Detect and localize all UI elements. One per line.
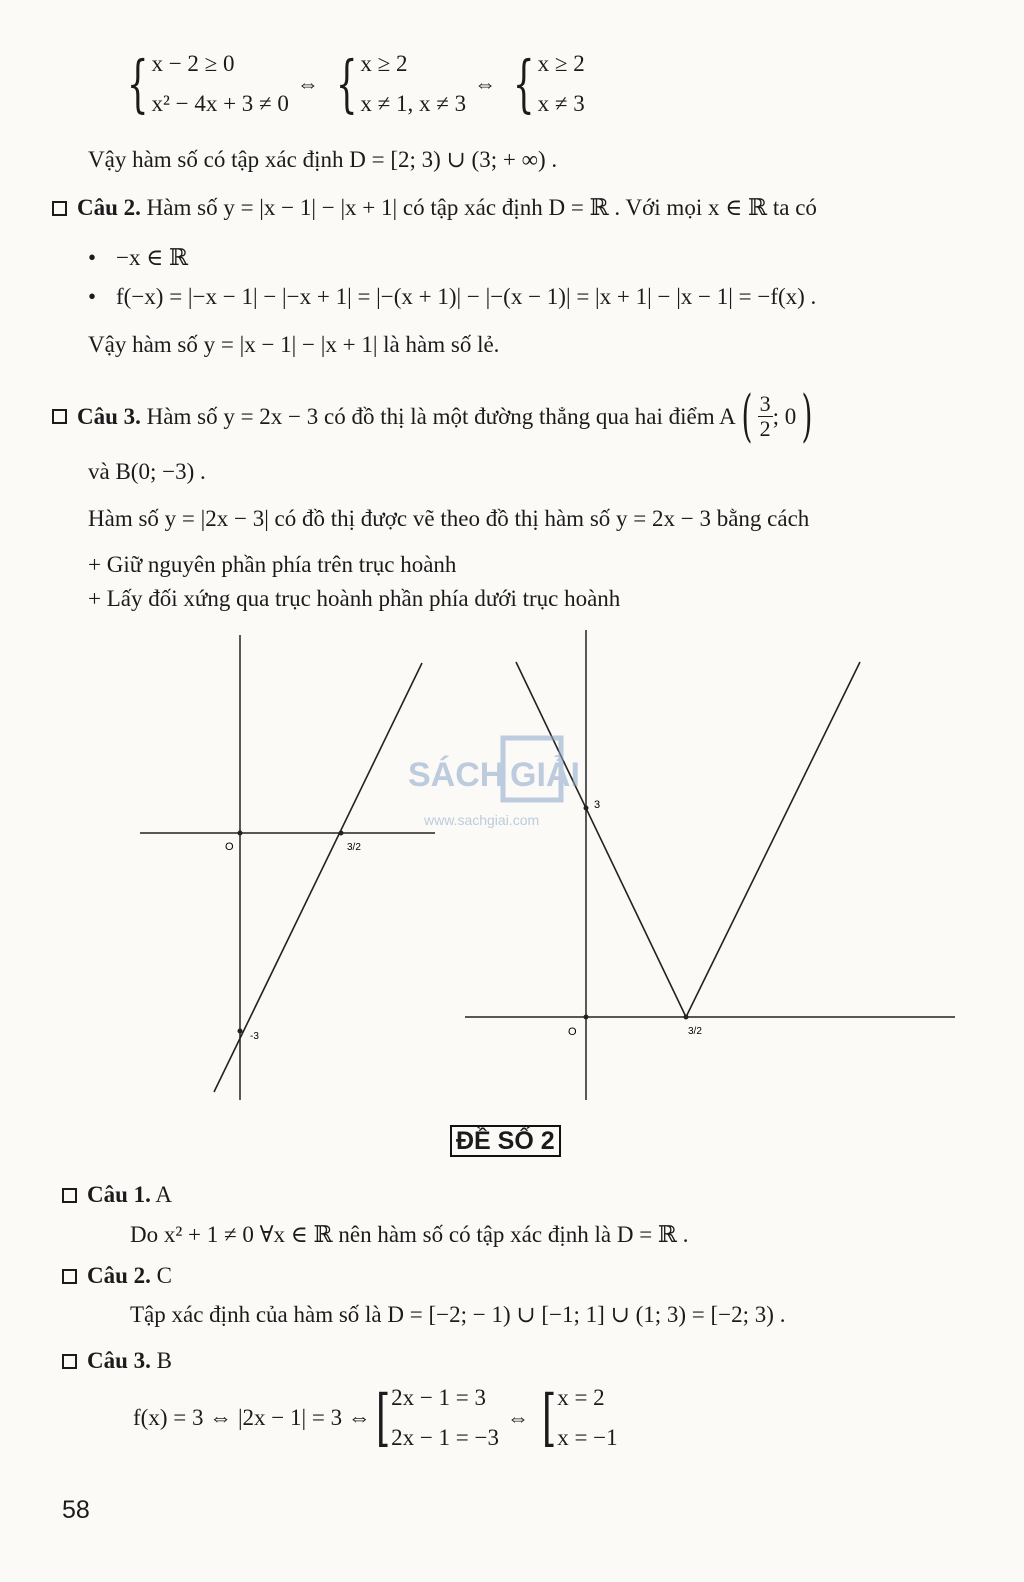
answer-letter: C [156,1263,172,1288]
section-title: ĐỀ SỐ 2 [450,1125,561,1157]
system-line: x ≠ 1, x ≠ 3 [360,91,467,116]
fraction-denominator: 2 [759,416,771,441]
cau3-line2: và B(0; −3) . [88,459,206,484]
case-line: 2x − 1 = −3 [391,1425,499,1450]
de2-cau3-equation [133,1378,618,1458]
top-system [118,44,585,124]
checkbox-icon [62,1354,77,1369]
point-tail: ; 0 [772,403,797,429]
checkbox-icon [62,1269,77,1284]
y-intercept-point [238,1029,243,1034]
bullet-item [88,244,188,272]
question-label: Câu 2. [87,1263,151,1288]
bracket: [ [375,1381,391,1454]
equiv-symbol: ⇔ [474,71,497,96]
bullet-icon: • [88,284,97,309]
origin-point [584,1015,589,1020]
cau2-conclusion: Vậy hàm số y = |x − 1| − |x + 1| là hàm số lẻ. [88,332,500,357]
watermark [408,738,580,828]
equation-cases [391,1378,499,1458]
equiv-symbol: ⇔ [506,1405,529,1430]
de2-cau2-heading [62,1262,172,1290]
bullet-text: −x ∈ ℝ [116,245,189,270]
system-line: x ≥ 2 [537,51,585,76]
checkbox-icon [62,1188,77,1203]
question-text: Hàm số y = |x − 1| − |x + 1| có tập xác định D = ℝ . Với mọi x ∈ ℝ ta có [146,195,817,220]
line-y-2x-3 [214,663,422,1092]
cau3-heading [52,383,818,449]
y-intercept-point [584,806,589,811]
answer-letter: A [155,1182,173,1207]
equiv-symbol: ⇔ [296,71,319,96]
answer-letter: B [156,1348,172,1373]
cau2-heading [52,194,817,222]
paren-open: ( [741,383,753,449]
system-right [538,44,585,124]
case-line: x = 2 [557,1385,605,1410]
system-left [151,44,288,124]
de2-cau1-text: Do x² + 1 ≠ 0 ∀x ∈ ℝ nên hàm số có tập xác định là D = ℝ . [130,1222,689,1247]
watermark-brand-left: SÁCH [408,756,505,794]
system-middle [360,44,466,124]
graph-1 [140,635,435,1100]
system-line: x ≠ 3 [537,91,585,116]
watermark-url: www.sachgiai.com [424,812,540,828]
equation-lhs: f(x) = 3 ⇔ |2x − 1| = 3 ⇔ [133,1405,371,1430]
system-line: x − 2 ≥ 0 [151,51,235,76]
bullet-icon: • [88,245,97,270]
bullet-item [88,283,816,311]
question-label: Câu 3. [87,1348,151,1373]
fraction-numerator: 3 [759,391,771,416]
v-graph-abs-2x-3 [516,662,860,1017]
domain-line: Vậy hàm số có tập xác định D = [2; 3) ∪ (3; + ∞) . [88,147,558,172]
brace: { [126,47,149,120]
question-label: Câu 2. [77,195,141,220]
de2-cau1-heading [62,1181,172,1209]
y-intercept-label: -3 [250,1031,259,1042]
question-label: Câu 3. [77,403,141,429]
equation-solutions [557,1378,617,1458]
brace: { [513,47,535,120]
de2-cau3-heading [62,1347,172,1375]
x-intercept-point [339,831,344,836]
case-line: 2x − 1 = 3 [391,1385,487,1410]
question-text: Hàm số y = 2x − 3 có đồ thị là một đường thẳng qua hai điểm A [146,403,736,429]
bullet-text: f(−x) = |−x − 1| − |−x + 1| = |−(x + 1)| − |−(x − 1)| = |x + 1| − |x − 1| = −f(x) . [116,284,817,309]
section-title-box [450,1124,561,1158]
checkbox-icon [52,409,67,424]
vertex-label: 3/2 [688,1026,702,1037]
origin-label: O [225,841,234,853]
checkbox-icon [52,201,67,216]
question-label: Câu 1. [87,1182,151,1207]
watermark-brand-right: GIẢI [510,756,580,794]
cau3-step2: + Lấy đối xứng qua trục hoành phần phía dưới trục hoành [88,586,621,611]
fraction [758,392,773,441]
bracket: [ [541,1381,557,1454]
cau3-line3: Hàm số y = |2x − 3| có đồ thị được vẽ theo đồ thị hàm số y = 2x − 3 bằng cách [88,506,810,531]
origin-label: O [568,1026,577,1038]
vertex-point [684,1015,689,1020]
x-intercept-label: 3/2 [347,842,361,853]
brace: { [335,47,358,120]
y-intercept-label: 3 [594,799,601,811]
system-line: x² − 4x + 3 ≠ 0 [151,91,289,116]
cau3-step1: + Giữ nguyên phần phía trên trục hoành [88,552,457,577]
system-line: x ≥ 2 [360,51,408,76]
case-line: x = −1 [557,1425,618,1450]
graphs-figure [0,620,1024,1120]
origin-point [238,831,243,836]
graph-2 [465,630,955,1100]
page-number: 58 [62,1496,90,1524]
paren-close: ) [801,383,813,449]
de2-cau2-text: Tập xác định của hàm số là D = [−2; − 1) ∪ [−1; 1] ∪ (1; 3) = [−2; 3) . [130,1302,786,1327]
